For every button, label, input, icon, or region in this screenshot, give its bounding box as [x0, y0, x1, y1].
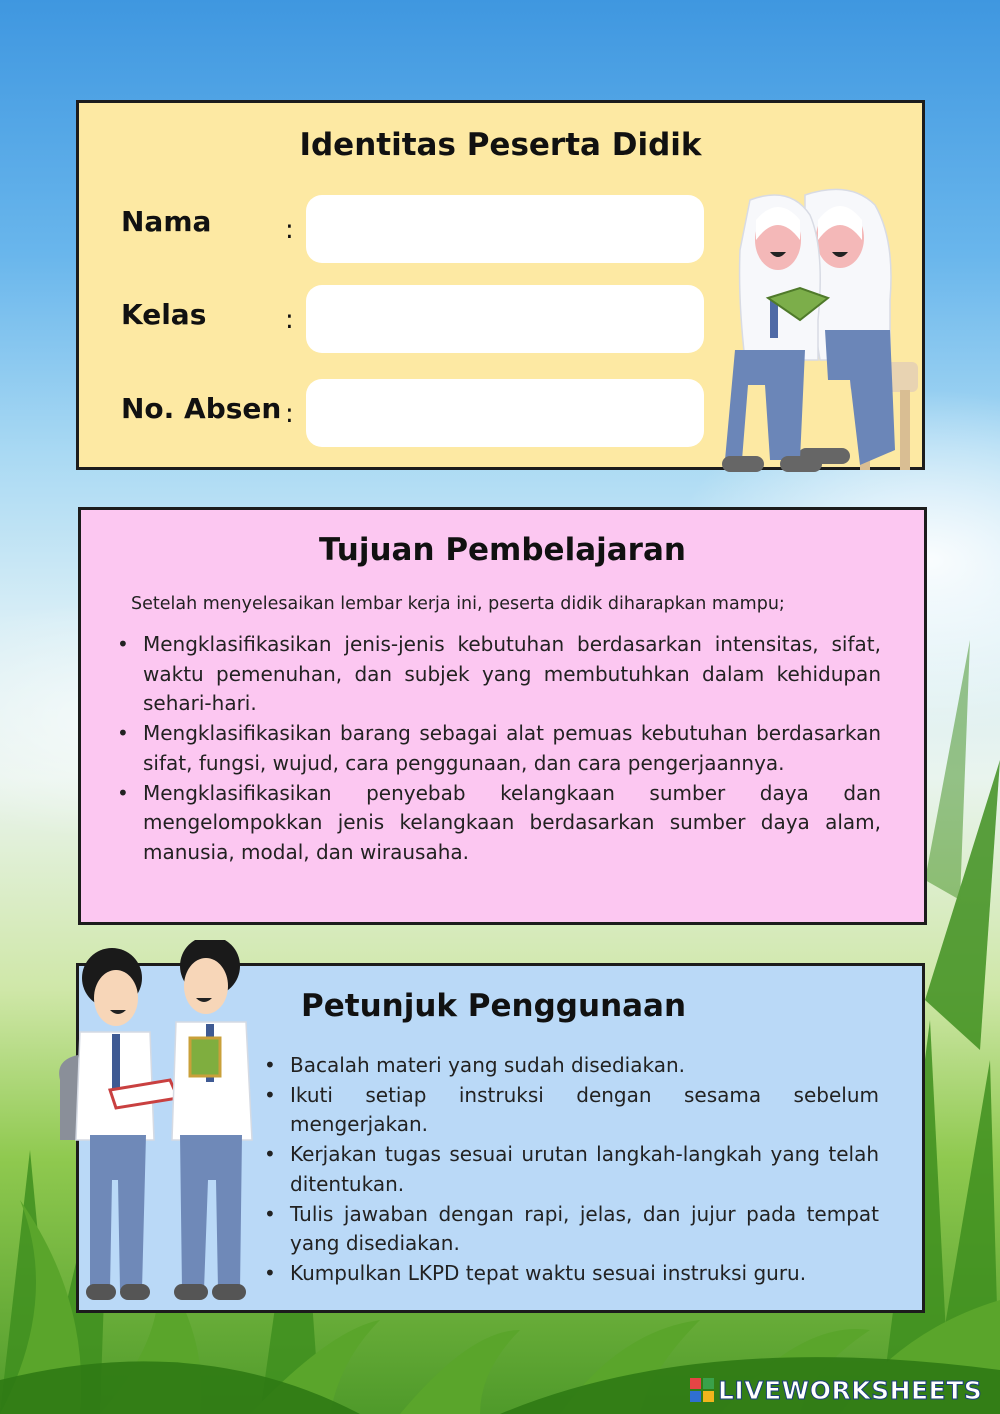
tujuan-item: • Mengklasifikasikan penyebab kelangkaan sumber daya dan mengelompokkan jenis kelangkaan berdasarkan sumber daya alam, manusia, modal, dan wirausaha.	[115, 779, 881, 868]
petunjuk-item: • Ikuti setiap instruksi dengan sesama sebelum mengerjakan.	[262, 1081, 879, 1140]
kelas-label: Kelas	[121, 298, 207, 331]
tujuan-item: • Mengklasifikasikan barang sebagai alat pemuas kebutuhan berdasarkan sifat, fungsi, wujud, cara penggunaan, dan cara pengerjaannya.	[115, 719, 881, 778]
petunjuk-list	[262, 1051, 879, 1289]
tujuan-list	[115, 630, 881, 868]
tujuan-panel	[78, 507, 927, 925]
kelas-field[interactable]	[306, 285, 704, 353]
no-absen-label: No. Absen	[121, 392, 282, 425]
watermark-text: LIVEWORKSHEETS	[718, 1376, 983, 1405]
two-boy-students-standing-icon	[50, 940, 260, 1312]
no-absen-field[interactable]	[306, 379, 704, 447]
tujuan-intro: Setelah menyelesaikan lembar kerja ini, peserta didik diharapkan mampu;	[131, 594, 785, 614]
identitas-title: Identitas Peserta Didik	[299, 127, 702, 163]
petunjuk-item: • Tulis jawaban dengan rapi, jelas, dan jujur pada tempat yang disediakan.	[262, 1200, 879, 1259]
no-absen-colon: :	[285, 399, 294, 429]
kelas-colon: :	[285, 305, 294, 335]
nama-field[interactable]	[306, 195, 704, 263]
two-girl-students-reading-icon	[710, 180, 925, 490]
nama-label: Nama	[121, 205, 212, 238]
petunjuk-title: Petunjuk Penggunaan	[301, 988, 687, 1024]
petunjuk-item: • Bacalah materi yang sudah disediakan.	[262, 1051, 879, 1081]
liveworksheets-watermark	[690, 1376, 990, 1406]
petunjuk-item: • Kumpulkan LKPD tepat waktu sesuai instruksi guru.	[262, 1259, 879, 1289]
tujuan-title: Tujuan Pembelajaran	[319, 532, 686, 568]
tujuan-item: • Mengklasifikasikan jenis-jenis kebutuhan berdasarkan intensitas, sifat, waktu pemenuhan, dan subjek yang membutuhkan dalam kehidupan sehari-hari.	[115, 630, 881, 719]
petunjuk-item: • Kerjakan tugas sesuai urutan langkah-langkah yang telah ditentukan.	[262, 1140, 879, 1199]
nama-colon: :	[285, 215, 294, 245]
liveworksheets-logo-icon	[690, 1378, 714, 1402]
